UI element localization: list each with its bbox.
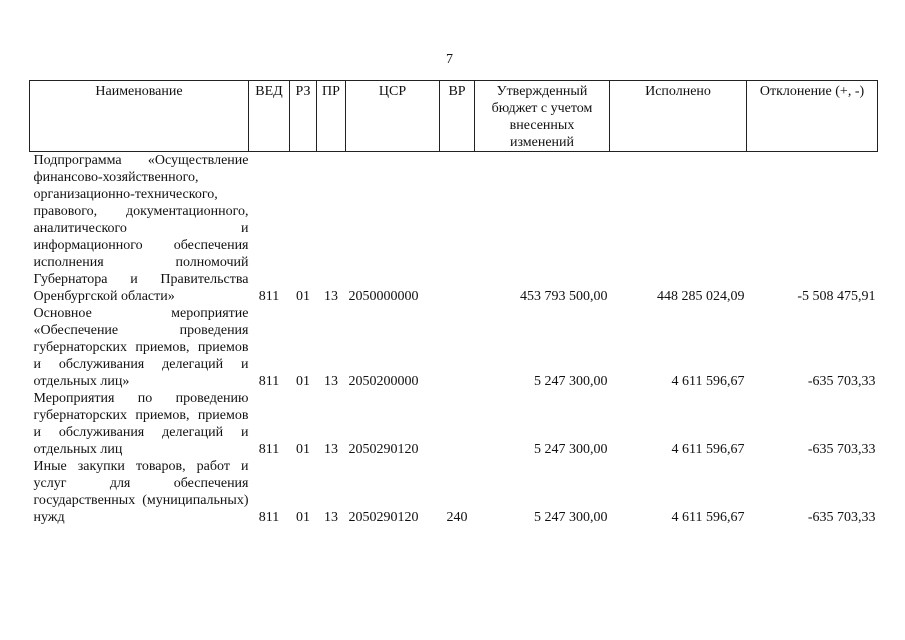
- table-row: [30, 458, 878, 526]
- header-pr: ПР: [317, 81, 346, 152]
- row-executed: 4 611 596,67: [671, 510, 745, 525]
- row-csr: 2050000000: [348, 289, 419, 304]
- header-vr: ВР: [440, 81, 475, 152]
- row-deviation: -5 508 475,91: [797, 289, 876, 304]
- header-ved: ВЕД: [249, 81, 290, 152]
- row-vr: [440, 390, 475, 458]
- row-ved: 811: [258, 289, 280, 304]
- row-vr: 240: [446, 510, 468, 525]
- budget-execution-table: [29, 80, 878, 526]
- row-name: Подпрограмма «Осуществление финансово-хозяйственного, организационно-технического, правового, документационного, аналитического и информационного обеспечения исполнения полномочий Губернатора и Правительства Оренбургской области»: [33, 153, 249, 304]
- header-csr: ЦСР: [346, 81, 440, 152]
- row-approved: 5 247 300,00: [534, 442, 608, 457]
- header-approved: Утвержденный бюджет с учетом внесенных изменений: [475, 81, 610, 152]
- row-ved: 811: [258, 510, 280, 525]
- page-number: 7: [446, 52, 453, 67]
- row-approved: 5 247 300,00: [534, 510, 608, 525]
- row-pr: 13: [324, 374, 338, 389]
- header-name: Наименование: [30, 81, 249, 152]
- row-ved: 811: [258, 442, 280, 457]
- row-rz: 01: [296, 374, 310, 389]
- header-executed: Исполнено: [610, 81, 747, 152]
- row-pr: 13: [324, 289, 338, 304]
- table-row: [30, 390, 878, 458]
- row-executed: 448 285 024,09: [657, 289, 745, 304]
- header-deviation: Отклонение (+, -): [747, 81, 878, 152]
- row-approved: 5 247 300,00: [534, 374, 608, 389]
- row-pr: 13: [324, 442, 338, 457]
- row-csr: 2050200000: [348, 374, 419, 389]
- row-rz: 01: [296, 289, 310, 304]
- table-header-row: [30, 81, 878, 152]
- row-executed: 4 611 596,67: [671, 374, 745, 389]
- table-row: [30, 305, 878, 390]
- row-csr: 2050290120: [348, 510, 419, 525]
- row-csr: 2050290120: [348, 442, 419, 457]
- row-rz: 01: [296, 442, 310, 457]
- row-rz: 01: [296, 510, 310, 525]
- row-vr: [440, 152, 475, 306]
- row-name: Иные закупки товаров, работ и услуг для обеспечения государственных (муниципальных) нужд: [33, 459, 249, 525]
- row-pr: 13: [324, 510, 338, 525]
- header-rz: РЗ: [290, 81, 317, 152]
- row-deviation: -635 703,33: [807, 442, 876, 457]
- row-name: Мероприятия по проведению губернаторских приемов, приемов и обслуживания делегаций и отдельных лиц: [33, 391, 249, 457]
- row-deviation: -635 703,33: [807, 374, 876, 389]
- row-ved: 811: [258, 374, 280, 389]
- row-vr: [440, 305, 475, 390]
- row-approved: 453 793 500,00: [520, 289, 608, 304]
- row-name: Основное мероприятие «Обеспечение проведения губернаторских приемов, приемов и обслуживания делегаций и отдельных лиц»: [33, 306, 249, 389]
- row-deviation: -635 703,33: [807, 510, 876, 525]
- row-executed: 4 611 596,67: [671, 442, 745, 457]
- table-row: [30, 152, 878, 306]
